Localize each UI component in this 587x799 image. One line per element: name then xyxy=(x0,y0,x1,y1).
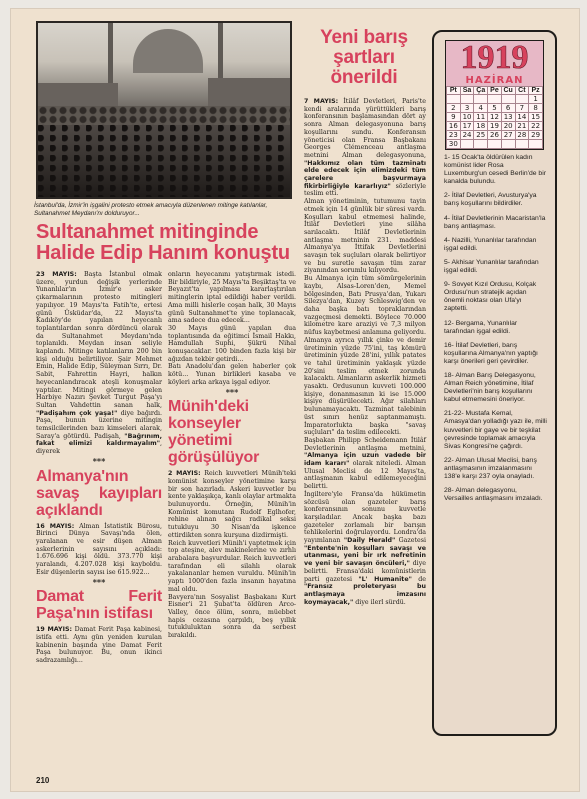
calendar-day: 15 xyxy=(529,113,543,122)
calendar-day: 12 xyxy=(488,113,502,122)
timeline-event: 18- Alman Barış Delegasyonu, Alman Reich yönetimine, İtilaf Devletleri'nin barış koşullarını kabul etmemesini öneriyor. xyxy=(444,371,536,404)
calendar-day xyxy=(447,95,461,104)
peace-headline: Yeni barış şartları önerildi xyxy=(320,27,408,88)
calendar-box xyxy=(445,40,544,150)
calendar-sidebar xyxy=(432,30,557,736)
separator: *** xyxy=(92,576,106,587)
weekday-header: Ça xyxy=(474,87,488,95)
calendar-week xyxy=(447,113,543,122)
calendar-day: 20 xyxy=(501,122,515,131)
timeline-event: 9- Sovyet Kızıl Ordusu, Kolçak Ordusu'nun stratejik açıdan önemli noktası olan Ufa'yı zaptetti. xyxy=(444,281,537,313)
calendar-day: 14 xyxy=(515,113,529,122)
calendar-grid xyxy=(446,86,543,149)
main-headline: Sultanahmet mitinginde Halide Edip Hanım konuştu xyxy=(36,221,290,264)
calendar-day: 11 xyxy=(474,113,488,122)
weekday-header: Ct xyxy=(515,87,529,95)
calendar-day: 26 xyxy=(488,131,502,140)
calendar-day: 8 xyxy=(529,104,543,113)
calendar-day: 21 xyxy=(515,122,529,131)
calendar-day: 22 xyxy=(529,122,543,131)
timeline-event: 21-22- Mustafa Kemal, Amasya'dan yolladığı yazı ile, milli kuvvetleri bir gaye ve bir teşkilat çevresinde toplamak amacıyla Sivas Kongresi'ne çağırdı. xyxy=(444,410,547,450)
calendar-day: 19 xyxy=(488,122,502,131)
calendar-day xyxy=(515,95,529,104)
calendar-day: 29 xyxy=(529,131,543,140)
photo-caption: İstanbul'da, İzmir'in işgalini protesto etmek amacıyla düzenlenen mitinge katılanlar, Sultanahmet Meydanı'nı dolduruyor... xyxy=(34,202,268,217)
separator: *** xyxy=(92,455,106,466)
calendar-day xyxy=(474,140,488,149)
calendar-day: 18 xyxy=(474,122,488,131)
calendar-day xyxy=(474,95,488,104)
timeline-event: 28- Alman delegasyonu, Versailles antlaşmasını imzaladı. xyxy=(444,487,543,503)
peace-article: 7 MAYIS: İtilâf Devletleri, Paris'te kendi aralarında yürüttükleri barış konferansının başlamasından dört ay sonra Alman delegasyonuna barış koşullarını sundu. Konferansın yöneticisi olan Fransa Başbakanı Georges Clémenceau antlaşma metnini Alman delegasyonuna, "Hakkımız olan tüm tazminatı elde edecek için elimizdeki tüm çarelere başvurmaya fikirbirliğiyle kararlıyız" sözleriyle teslim etti. Alman yönetiminin, tutumunu tayin etmek için 14 günlük bir süresi vardı. Koşulları kabul etmemesi halinde, İtilâf Devletleri yine silâha sarılacaktı. İtilâf Devletlerinin antlaşma metninin 231. maddesi Almanya'ya İttifak Devletlerini savaşın tek suçluları olarak belirtiyor ve bu suretle savaşın tüm zarar ziyanından sorumlu kılıyordu. Bu Almanya için tüm sömürgelerinin kaybı, Alsas-Loren'den, Memel bölgesinden, Batı Prusya'dan, Yukarı Silezya'dan, Kuzey Schleswig'den ve daha başka batı topraklarından vazgeçmesi demekti. Böylece 70.000 kilometre kare araziyi ve 7,3 milyon nüfus kaybetmesi anlamına geliyordu. Almanya ayrıca yıllık çinko ve demir üretiminin yüzde 75'ini, taş kömürü üretiminin yüzde 28'ini, yıllık patates ve tahıl üretiminin yaklaşık yüzde 20'sini teslim etmek zorunda kalacaktı. Almanların askerlik hizmeti yasaktı. Ordusunun kuvveti 100.000 kişiye, donanmasının ki ise 15.000 kişiye düşürülecekti. Ağır silahları bulunamayacaktı. Tazminat talebinin üst sınırı henüz saptanmamıştı. İmparatorlukta başka "savaş suçluları" da teslim edilecekti. Başbakan Philipp Scheidemann İtilâf Devletlerinin antlaşma metnini, "Almanya için uzun vadede bir idam kararı" olarak niteledi. Alman Ulusal Meclisi de 12 Mayıs'ta, antlaşmanın kabul edilemeyeceğini belirtti. İngiltere'yle Fransa'da hükümetin sözcüsü olan gazeteler barış konferansının sonunu kuvvetle karşıladılar. Ancak başka bazı gazeteler zorlamalı bir barışın tehlikelerini doğrulayordu. Londra'da yayımlanan "Daily Herald" Gazetesi "Entente'nin koşulları savaşı ve utanması, yeni bir ırk nefretinin ve yeni bir savaşın öncüleri," diye belirtti. Fransa'daki komünistlerin parti gazetesi "L' Humanite" de "Fransız proleteryası bu antlaşmaya imzasını koymayacak," diye ilerl sürdü. xyxy=(304,98,426,606)
calendar-day: 16 xyxy=(447,122,461,131)
timeline-event: 16- İtilaf Devletleri, barış koşullarına Almanya'nın yaptığı karşı önerileri geri çevirdiler. xyxy=(444,341,538,365)
losses-headline: Almanya'nın savaş kayıpları açıklandı xyxy=(36,467,162,519)
calendar-week xyxy=(447,140,543,149)
timeline-event: 2- İtilaf Devletleri, Avusturya'ya barış koşullarını bildirdiler. xyxy=(444,192,537,208)
ferit-headline: Damat Ferit Paşa'nın istifası xyxy=(36,588,162,623)
calendar-week xyxy=(447,104,543,113)
calendar-day xyxy=(488,140,502,149)
timeline-event: 4- İtilaf Devletlerinin Macaristan'la barış antlaşması. xyxy=(444,214,546,230)
timeline-event: 4- Nazilli, Yunanlılar tarafından işgal edildi. xyxy=(444,236,537,252)
timeline-event: 5- Akhisar Yunanlılar tarafından işgal edildi. xyxy=(444,258,539,275)
calendar-day: 7 xyxy=(515,104,529,113)
weekday-header: Cu xyxy=(501,87,515,95)
calendar-month: HAZİRAN xyxy=(465,75,524,86)
calendar-day: 5 xyxy=(488,104,502,113)
calendar-week xyxy=(447,95,543,104)
calendar-day: 3 xyxy=(460,104,474,113)
separator: *** xyxy=(225,386,239,397)
calendar-day: 24 xyxy=(460,131,474,140)
calendar-day: 25 xyxy=(474,131,488,140)
calendar-day: 28 xyxy=(515,131,529,140)
calendar-day: 1 xyxy=(529,95,543,104)
calendar-day: 17 xyxy=(460,122,474,131)
calendar-day: 9 xyxy=(447,113,461,122)
calendar-day: 2 xyxy=(447,104,461,113)
main-article-col2: onların heyecanını yatıştırmak istedi. Bir bildiriyle, 25 Mayıs'ta Beşiktaş'ta ve Beyazıt'ta yapılması kararlaştırılan mitinglerin iptal edildiği haber verildi. Ama milli hislerle coşan halk, 30 Mayıs günü Sultanahmet'te yine toplanacak, ama sadece dua edecek... 30 Mayıs günü yapılan dua toplantısında da eğitimci İsmail Hakkı, Hamdullah Suphi, Şükrü Nihal konuşacaklar. 100 binden fazla kişi bir ağızdan tekbir getirdi... Batı Anadolu'dan gelen haberler çok kötü... Yunan birlikleri kasaba ve köyleri arka arkaya işgal ediyor. *** Münih'deki konseyler yönetimi görüşülüyor 2 MAYIS: Reich kuvvetleri Münih'teki komünist konseyler yönetimine karşı bir son hazırladı. Askeri kuvvetler bu kente yaklaşıkça, kanlı olaylar artmakta bulunuyordu. Örneğin, Münih'in Komünist komutanı Rudolf Eglhofer, rehine alınan sağcı radikal seksi tutukluyu 30 Nisan'da işkence ettirdikten sonra kurşuna dizdirmişti. Reich kuvvetleri Münih'i yaptetmek için top ateşine, alev makinelerine ve zırhlı arabalara başvurdular. Reich kuvvetleri tarafından eli silahlı olarak yakalananlar hemen vuruldu. Münih'in yaptı 1000'den fazla insanın hayatına mal oldu. Bavyera'nın Sosyalist Başbakanı Kurt Eisner'i 21 Şubat'ta öldüren Arco-Valley, önce ölüm, sonra, müebbet hapis cezasına çarpıldı, beş yıllık tutukluluktan sonra da serbest bırakıldı. xyxy=(168,271,296,640)
main-article-col1: 23 MAYIS: Başta İstanbul olmak üzere, yurdun değişik yerlerinde Yunanlılar'ın İzmir'e asker çıkarmalarının protesto mitingleri yapılıyor. 19 Mayıs'ta Fatih'te, ertesi günü Üsküdar'da, 22 Mayıs'ta Kadıköy'de yapılan heyecanlı toplantılardan sonra dördüncü olarak da Sultanahmet Meydanı'nda toplanıldı. Meydan insan seliyle kaplandı. Mitinge katılanların 200 bin kişi olduğu belirtiliyor. Şair Mehmet Emin, Halide Edip, Süleyman Sırrı, Dr. Sabit, Fahrettin Hayri, halkın heyecanlandıracak ateşli konuşmalar yaptılar. Mitingi görmeye gelen Harbiye Nazırı Şevket Turgut Paşa'yı Sultan Vahdettin sanan halk, "Padişahım çok yaşa!" diye bağırdı. Paşa, bunun üzerine mitingin temsilcilerinden bazı kimseleri alarak, Saray'a götürdü. Padişah, "Bağrınım, fakat elimizi kaldırmayalım", diyerek *** Almanya'nın savaş kayıpları açıklandı 16 MAYIS: Alman İstatistik Bürosu, Birinci Dünya Savaşı'nda ölen, yaralanan ve esir düşen Alman askerlerinin sayısını açıkladı: 1.676.696 kişi öldü. 373.770 kişi yaralandı, 4.207.028 kişi kayboldu. Esir düşenlerin sayısı ise 615.922... *** Damat Ferit Paşa'nın istifası 19 MAYIS: Damat Ferit Paşa kabinesi, istifa etti. Aynı gün yeniden kurulan kabinenin başında yine Damat Ferit Paşa bulunuyor. Bu, onun ikinci sadrazamlığı... xyxy=(36,271,162,665)
calendar-day xyxy=(460,95,474,104)
weekday-header: Pz xyxy=(529,87,543,95)
calendar-day: 6 xyxy=(501,104,515,113)
calendar-day xyxy=(460,140,474,149)
page-number: 210 xyxy=(36,776,50,785)
calendar-day: 4 xyxy=(474,104,488,113)
timeline-event: 1- 15 Ocak'ta öldürülen kadın komünist lider Rosa Luxemburg'un cesedi Berlin'de bir kanalda bulundu. xyxy=(444,154,546,186)
calendar-day xyxy=(501,140,515,149)
calendar-day: 13 xyxy=(501,113,515,122)
calendar-day xyxy=(488,95,502,104)
calendar-day: 30 xyxy=(447,140,461,149)
calendar-week xyxy=(447,122,543,131)
calendar-year: 1919 xyxy=(460,39,529,76)
timeline-event: 22- Alman Ulusal Meclisi, barış antlaşmasının imzalanmasını 138'e karşı 237 oyla onayladı. xyxy=(444,456,537,480)
munich-headline: Münih'deki konseyler yönetimi görüşülüyor xyxy=(168,398,260,467)
weekday-header: Pt xyxy=(447,87,461,95)
main-date: 23 MAYIS: xyxy=(36,271,77,278)
weekday-header: Pe xyxy=(488,87,502,95)
weekday-header: Sa xyxy=(460,87,474,95)
calendar-day xyxy=(501,95,515,104)
calendar-day xyxy=(529,140,543,149)
calendar-day: 23 xyxy=(447,131,461,140)
calendar-day: 10 xyxy=(460,113,474,122)
rally-photo xyxy=(36,21,292,199)
event-timeline xyxy=(434,150,555,503)
calendar-day xyxy=(515,140,529,149)
calendar-day: 27 xyxy=(501,131,515,140)
calendar-week xyxy=(447,131,543,140)
timeline-event: 12- Bergama, Yunanlılar tarafından işgal edildi. xyxy=(444,319,518,335)
